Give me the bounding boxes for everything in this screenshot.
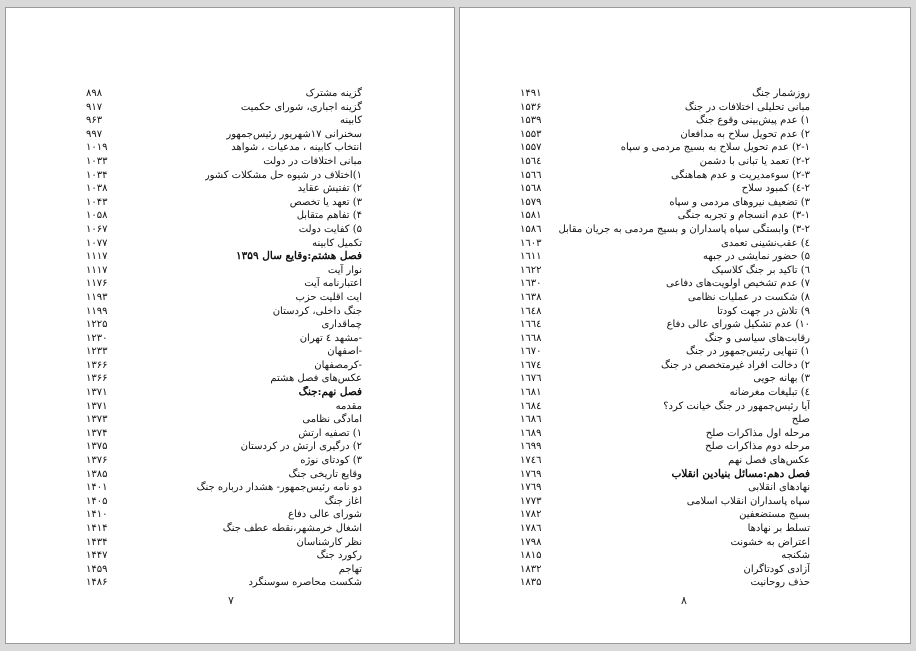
toc-entry-page: ۱۱۹۹ (86, 305, 108, 317)
toc-entry-title: گزینه مشترک (305, 88, 362, 99)
toc-entry-page: ۱٦۹۹ (520, 441, 542, 453)
toc-entry-page: ۱٦۸٤ (520, 400, 542, 412)
toc-entry (86, 372, 362, 386)
toc-entry-page: ۱۴۰۵ (86, 495, 108, 507)
toc-entry-page: ۸۹۸ (86, 88, 103, 99)
toc-entry (520, 264, 810, 278)
toc-entry (520, 468, 810, 482)
toc-entry-title: ۳) تعهد یا تخصص (289, 196, 362, 208)
toc-entry-page: ۱۲۳۳ (86, 346, 108, 358)
toc-entry-page: ۱۳۶۶ (86, 373, 108, 385)
toc-entry (86, 101, 362, 115)
toc-entry (86, 563, 362, 577)
toc-entry (520, 481, 810, 495)
toc-entry (86, 481, 362, 495)
toc-entry-title: ۱) تصفیه ارتش (298, 427, 362, 439)
toc-entry-page: ۱۲۲۵ (86, 319, 108, 331)
toc-entry-page: ۱۱۹۳ (86, 291, 108, 303)
toc-entry-page: ۱۸۳۲ (520, 563, 542, 575)
toc-entry (86, 576, 362, 590)
toc-entry (520, 359, 810, 373)
toc-entry (86, 536, 362, 550)
toc-entry-title: ۵) حضور نمایشی در جبهه (703, 251, 810, 263)
toc-entry-page: ۱۰۳۳ (86, 155, 108, 167)
toc-entry-title: چماقداری (321, 319, 362, 331)
toc-entry (86, 495, 362, 509)
toc-entry-page: ۱۷٤٦ (520, 455, 542, 467)
toc-entry-page: ۱۰۳۴ (86, 169, 108, 181)
toc-entry (86, 427, 362, 441)
toc-entry-title: امادگی نظامی (302, 414, 362, 426)
toc-entry-page: ۱۱۱۷ (86, 264, 108, 276)
toc-entry (520, 318, 810, 332)
toc-entry-title: فصل هشتم:وقایع سال ۱۳۵۹ (236, 250, 362, 263)
toc-entry-title: آزادی کودتاگران (743, 563, 810, 575)
toc-entry-title: تکمیل کابینه (312, 237, 362, 249)
toc-entry-title: روزشمار جنگ (752, 88, 810, 99)
toc-entry (520, 372, 810, 386)
toc-entry (520, 209, 810, 223)
toc-entry-page: ۱٦۳۸ (520, 291, 542, 303)
toc-entry-title: ۳-۱) عدم انسجام و تجربه جنگی (677, 210, 810, 222)
toc-entry-title: مرحله دوم مذاکرات صلح (705, 441, 810, 453)
toc-entry-title: نظر کارشناسان (296, 536, 362, 548)
toc-entry-page: ۱٦۸۹ (520, 427, 542, 439)
toc-entry-page: ۱۵٦۸ (520, 183, 542, 195)
toc-entry-page: ۱۷۹۸ (520, 536, 542, 548)
toc-entry (520, 522, 810, 536)
toc-entry-title: حذف روحانیت (750, 577, 810, 589)
toc-entry-title: ۱۰) عدم تشکیل شورای عالی دفاع (666, 319, 810, 331)
toc-entry-title: ٦) تاکید بر جنگ کلاسیک (711, 264, 810, 276)
toc-entry-page: ۱۳۷۵ (86, 441, 108, 453)
toc-entry-title: ۳) کودتای نوژه (300, 455, 362, 467)
toc-entry-title: عکس‌های فصل هشتم (270, 373, 362, 385)
toc-entry-page: ۹۱۷ (86, 101, 103, 113)
toc-entry-title: رقابت‌های سیاسی و جنگ (704, 332, 810, 344)
toc-entry-title: نهادهای انقلابی (748, 482, 810, 494)
toc-entry-title: ٤) تبلیغات مغرضانه (729, 387, 810, 399)
toc-entry (520, 536, 810, 550)
toc-entry-page: ۱۰۶۷ (86, 223, 108, 235)
toc-entry (520, 413, 810, 427)
toc-entry (86, 128, 362, 142)
toc-entry-title: ۲-۲) تعمد یا تبانی با دشمن (699, 155, 810, 167)
toc-entry (86, 250, 362, 264)
toc-entry-page: ۱۵۷۹ (520, 196, 542, 208)
toc-entry (520, 250, 810, 264)
left-page (5, 7, 455, 644)
toc-entry-title: گزینه اجباری، شورای حکمیت (240, 101, 362, 113)
toc-entry (520, 563, 810, 577)
toc-entry-title: تسلط بر نهادها (747, 523, 810, 534)
toc-entry (86, 508, 362, 522)
toc-entry (520, 454, 810, 468)
toc-entry-page: ۱۳۸۵ (86, 468, 108, 480)
toc-entry-title: ۲) درگیری ارتش در کردستان (240, 441, 362, 453)
toc-entry (86, 413, 362, 427)
toc-entry-title: صلح (791, 414, 810, 426)
toc-entry-title: ۷) عدم تشخیص اولویت‌های دفاعی (666, 278, 810, 290)
toc-entry-page: ۱۰۱۹ (86, 142, 108, 154)
toc-entry-title: مقدمه (335, 400, 362, 412)
toc-entry (520, 101, 810, 115)
toc-entry (86, 155, 362, 169)
toc-entry-title: سخنرانی ۱۷شهریور رئیس‌جمهور (226, 128, 362, 140)
toc-entry-page: ۱۷٦۹ (520, 468, 542, 480)
toc-entry-page: ۱٦٦٤ (520, 319, 542, 331)
toc-entry-title: ۱) تنهایی رئیس‌جمهور در جنگ (686, 346, 810, 358)
toc-entry (86, 141, 362, 155)
toc-entry (520, 386, 810, 400)
toc-entry (520, 128, 810, 142)
toc-entry-title: جنگ داخلی، کردستان (272, 305, 362, 317)
toc-entry (520, 576, 810, 590)
toc-entry (86, 209, 362, 223)
toc-entry-page: ۱۴۳۴ (86, 536, 108, 548)
toc-entry-page: ۱۴۴۷ (86, 550, 108, 562)
toc-entry-page: ۱۳۷۳ (86, 414, 108, 426)
toc-entry-page: ۱٦۳۰ (520, 278, 542, 290)
toc-entry (520, 305, 810, 319)
toc-entry-page: ۱۳۷۶ (86, 455, 108, 467)
toc-entry (86, 291, 362, 305)
toc-entry-page: ۱۸۳۵ (520, 577, 542, 589)
toc-entry-page: ۱۵۸٦ (520, 223, 542, 235)
toc-entry-page: ۱۷۸٦ (520, 523, 542, 534)
toc-entry-title: وقایع تاریخی جنگ (288, 468, 362, 480)
toc-entry-page: ۱۱۱۷ (86, 251, 108, 263)
toc-entry-page: ۱۴۱۰ (86, 509, 108, 521)
toc-entry-title: اعتراض به خشونت (730, 536, 810, 548)
toc-entry-page: ۱۳۶۶ (86, 359, 108, 371)
toc-entry-page: ۱٦۱۱ (520, 251, 542, 263)
toc-entry-title: ایت اقلیت حزب (295, 291, 362, 303)
toc-entry (86, 359, 362, 373)
toc-entry (86, 454, 362, 468)
toc-entry-page: ۱۴۱۴ (86, 523, 108, 534)
toc-entry-page: ۱۰۵۸ (86, 210, 108, 222)
toc-entry (86, 332, 362, 346)
left-page-number: ۷ (228, 594, 234, 607)
toc-entry-page: ۱۵۵۳ (520, 128, 542, 140)
toc-entry-page: ۱۸۱۵ (520, 550, 542, 562)
toc-entry (86, 345, 362, 359)
toc-entry-page: ۱٦۷۰ (520, 346, 542, 358)
toc-entry (86, 277, 362, 291)
toc-entry (86, 386, 362, 400)
toc-entry (520, 87, 810, 101)
toc-entry (86, 196, 362, 210)
toc-entry-page: ۱٦۲۲ (520, 264, 542, 276)
toc-entry-page: ۱۰۴۳ (86, 196, 108, 208)
toc-entry-page: ۹۹۷ (86, 128, 103, 140)
toc-entry-title: شکنجه (781, 550, 810, 562)
toc-entry-title: کابینه (340, 115, 362, 127)
toc-entry (86, 264, 362, 278)
toc-entry-page: ۱۰۷۷ (86, 237, 108, 249)
toc-entry-page: ۱٦۰۳ (520, 237, 542, 249)
toc-entry (520, 141, 810, 155)
toc-entry-title: دو نامه رئیس‌جمهور- هشدار درباره جنگ (196, 482, 362, 494)
toc-entry-title: -مشهد ٤ تهران (299, 332, 362, 344)
toc-entry (520, 549, 810, 563)
toc-entry-page: ۱۵۸۱ (520, 210, 542, 222)
toc-entry-title: ۹) تلاش در جهت کودتا (716, 305, 810, 317)
toc-entry-title: ۳) بهانه جویی (753, 373, 810, 385)
toc-entry-page: ۱۴۹۱ (520, 88, 542, 99)
toc-entry-page: ۱٦۷٤ (520, 359, 542, 371)
toc-entry (86, 223, 362, 237)
toc-entry-page: ۱۷۸۲ (520, 509, 542, 521)
toc-entry (86, 237, 362, 251)
toc-entry-title: ۲-۳) سوءمدیریت و عدم هماهنگی (671, 169, 810, 181)
toc-entry (520, 508, 810, 522)
toc-entry-page: ۱۳۷۴ (86, 427, 108, 439)
toc-entry (520, 291, 810, 305)
right-page-number: ۸ (681, 594, 687, 607)
right-page (459, 7, 911, 644)
toc-entry-title: -کرمصفهان (314, 359, 362, 371)
toc-entry-page: ۱٦٤۸ (520, 305, 542, 317)
toc-entry-page: ۱٦٦۸ (520, 332, 542, 344)
toc-entry (520, 182, 810, 196)
toc-entry (86, 318, 362, 332)
toc-entry-title: ۱) عدم پیش‌بینی وقوع جنگ (696, 115, 810, 127)
toc-entry (520, 155, 810, 169)
toc-entry-page: ۱٦۸٦ (520, 414, 542, 426)
toc-entry (86, 549, 362, 563)
toc-entry (520, 495, 810, 509)
toc-entry-title: ۳) تضعیف نیروهای مردمی و سپاه (669, 196, 810, 208)
toc-entry-title: اغاز جنگ (324, 495, 362, 507)
toc-entry-title: ۴) تفاهم متقابل (296, 210, 362, 222)
toc-entry-page: ۱۴۵۹ (86, 563, 108, 575)
toc-entry-title: اشغال خرمشهر،نقطه عطف جنگ (222, 523, 362, 534)
toc-entry-page: ۱٦۷٦ (520, 373, 542, 385)
toc-entry-page: ۱۵۵۷ (520, 142, 542, 154)
toc-entry-title: بسیج مستضعفین (739, 509, 810, 521)
toc-entry-title: ۳-۲) وابستگی سپاه پاسداران و بسیج مردمی به جریان مقابل (558, 223, 810, 235)
toc-entry-page: ۱۷۷۳ (520, 495, 542, 507)
toc-entry-title: آیا رئیس‌جمهور در جنگ خیانت کرد؟ (663, 400, 810, 412)
toc-entry (520, 223, 810, 237)
toc-entry (520, 400, 810, 414)
toc-entry-page: ۱٦۸۱ (520, 387, 542, 399)
toc-entry-title: تهاجم (338, 563, 362, 575)
toc-entry (86, 468, 362, 482)
toc-entry-title: ۵) کفایت دولت (298, 223, 362, 235)
toc-entry (86, 522, 362, 536)
toc-entry-page: ۱۱۷۶ (86, 278, 108, 290)
toc-entry-page: ۱۴۰۱ (86, 482, 108, 494)
toc-entry-title: ۲) تفتیش عقاید (297, 183, 362, 195)
toc-entry-title: سپاه پاسداران انقلاب اسلامی (686, 495, 810, 507)
toc-entry (520, 277, 810, 291)
toc-entry-page: ۱۲۳۰ (86, 332, 108, 344)
toc-entry-page: ۱۳۷۱ (86, 387, 108, 399)
toc-entry (86, 440, 362, 454)
toc-entry-title: شکست محاصره سوسنگرد (248, 577, 362, 589)
toc-entry-title: رکورد جنگ (316, 550, 362, 562)
toc-entry-title: مبانی تحلیلی اختلافات در جنگ (684, 101, 810, 113)
toc-entry (86, 182, 362, 196)
toc-entry (520, 169, 810, 183)
toc-entry-page: ۱۷٦۹ (520, 482, 542, 494)
toc-entry-title: مرحله اول مذاکرات صلح (705, 427, 810, 439)
toc-entry (86, 114, 362, 128)
toc-entry-page: ۱۰۳۸ (86, 183, 108, 195)
toc-entry-page: ۱۵۳۹ (520, 115, 542, 127)
toc-entry (520, 427, 810, 441)
toc-entry-title: ۲) عدم تحویل سلاح به مدافعان (680, 128, 810, 140)
toc-entry-title: ۲-٤) کمبود سلاح (741, 183, 810, 195)
toc-entry (86, 169, 362, 183)
toc-entry (520, 332, 810, 346)
toc-entry-page: ۱۵۳۶ (520, 101, 542, 113)
left-toc-list (86, 87, 362, 590)
toc-entry-title: انتخاب کابینه ، مدعیات ، شواهد (231, 142, 362, 154)
toc-entry-title: شورای عالی دفاع (288, 509, 362, 521)
toc-entry-page: ۱۵٦٤ (520, 155, 542, 167)
toc-entry (520, 196, 810, 210)
toc-entry-title: مبانی اختلافات در دولت (263, 155, 362, 167)
toc-entry-title: -اصفهان (327, 346, 362, 358)
toc-entry (86, 400, 362, 414)
toc-entry (520, 345, 810, 359)
toc-entry-title: ۱)اختلاف در شیوه حل مشکلات کشور (204, 169, 362, 181)
toc-entry-page: ۱۴۸۶ (86, 577, 108, 589)
toc-entry (520, 114, 810, 128)
toc-entry (520, 237, 810, 251)
toc-entry-title: ۲-۱) عدم تحویل سلاح به بسیج مردمی و سپاه (620, 142, 810, 154)
toc-entry (86, 305, 362, 319)
toc-entry-page: ۹۶۳ (86, 115, 103, 127)
toc-entry-title: ۸) شکست در عملیات نظامی (687, 291, 810, 303)
toc-entry-title: اعتبارنامه آیت (304, 278, 362, 290)
toc-entry-title: عکس‌های فصل نهم (728, 455, 810, 467)
toc-entry (86, 87, 362, 101)
toc-entry-title: ٤) عقب‌نشینی تعمدی (720, 237, 810, 249)
toc-entry-title: ۲) دخالت افراد غیرمتخصص در جنگ (661, 359, 810, 371)
toc-entry (520, 440, 810, 454)
right-toc-list (520, 87, 810, 590)
toc-entry-title: فصل دهم:مسائل بنیادین انقلاب (671, 467, 810, 480)
toc-entry-title: فصل نهم:جنگ (298, 386, 362, 399)
toc-entry-page: ۱۳۷۱ (86, 400, 108, 412)
toc-entry-page: ۱۵٦٦ (520, 169, 542, 181)
toc-entry-title: نوار آیت (327, 264, 362, 276)
